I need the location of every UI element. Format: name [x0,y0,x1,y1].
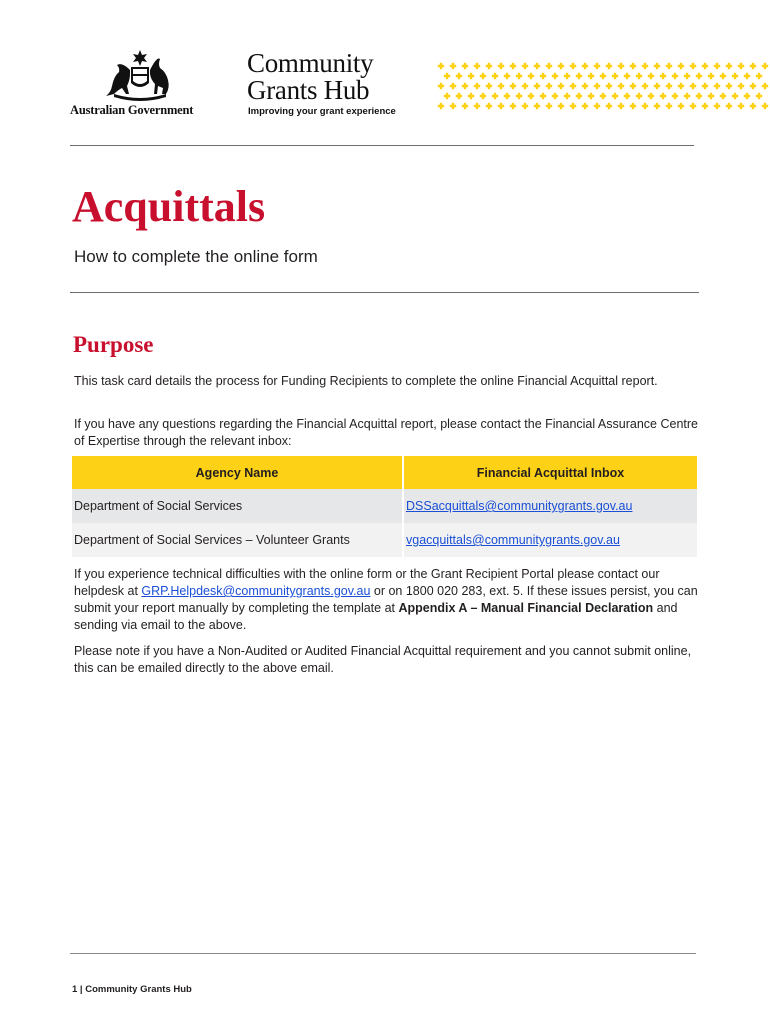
dot-mark [666,83,672,89]
para3-text-end: and sending via email to the above. [74,601,678,632]
page-title: Acquittals [72,182,266,231]
column-header-inbox: Financial Acquittal Inbox [403,456,697,489]
inbox-cell [403,523,697,557]
dot-mark [750,83,756,89]
dot-mark [672,93,678,99]
dot-mark [666,103,672,109]
dot-mark [498,63,504,69]
dot-mark [462,103,468,109]
dot-mark [720,73,726,79]
dot-mark [636,73,642,79]
dot-mark [582,103,588,109]
purpose-paragraph-1: This task card details the process for Funding Recipients to complete the online Financial Acquittal report. [74,374,658,388]
dot-mark [462,63,468,69]
para3-text-before-link: If you experience technical difficulties with the online form or the Grant Recipient Portal please contact our helpdesk at [74,567,660,598]
dot-mark [510,83,516,89]
dot-mark [450,103,456,109]
page-header [0,0,770,140]
dot-mark [516,73,522,79]
dot-mark [456,93,462,99]
dot-mark [756,93,762,99]
dot-mark [660,93,666,99]
dot-mark [606,83,612,89]
dot-mark [570,103,576,109]
title-divider [70,292,699,293]
dot-mark [540,73,546,79]
agency-name-cell: Department of Social Services – Volunteer Grants [72,523,403,557]
dot-mark [564,93,570,99]
appendix-reference: Appendix A – Manual Financial Declaration [398,601,654,615]
dot-mark [642,83,648,89]
dot-mark [438,83,444,89]
dot-mark [486,63,492,69]
dot-mark [492,73,498,79]
dot-mark [726,83,732,89]
dot-mark [558,83,564,89]
dot-mark [732,73,738,79]
dot-mark [450,63,456,69]
dot-mark [474,83,480,89]
purpose-paragraph-3 [74,566,699,634]
dot-mark [696,73,702,79]
brand-line-1: Community [247,48,374,78]
dot-mark [540,93,546,99]
dot-mark [576,93,582,99]
dot-mark [510,103,516,109]
dot-mark [618,83,624,89]
dot-mark [696,93,702,99]
brand-line-2: Grants Hub [247,75,370,105]
government-name: Australian Government [70,103,194,117]
dot-mark [582,83,588,89]
page-subtitle: How to complete the online form [74,247,318,266]
dot-mark [684,73,690,79]
purpose-paragraph-4: Please note if you have a Non-Audited or Audited Financial Acquittal requirement and you cannot submit online, this can be emailed directly to the above email. [74,644,692,675]
dot-mark [528,73,534,79]
dot-mark [618,63,624,69]
dot-mark [618,103,624,109]
dot-mark [498,103,504,109]
dot-mark [588,93,594,99]
dot-mark [486,83,492,89]
dot-mark [624,93,630,99]
dot-mark [546,63,552,69]
dot-mark [762,103,768,109]
dot-mark [654,63,660,69]
dot-mark [666,63,672,69]
dot-mark [600,73,606,79]
dot-mark [456,73,462,79]
dot-mark [570,83,576,89]
dot-mark [606,63,612,69]
dot-mark [606,103,612,109]
page-footer: 1 | Community Grants Hub [72,984,192,995]
dot-mark [642,103,648,109]
dot-mark [576,73,582,79]
agency-name-cell: Department of Social Services [72,489,403,523]
community-grants-hub-logo [247,49,432,119]
dot-mark [564,73,570,79]
dot-mark [762,63,768,69]
dot-mark [516,93,522,99]
dot-mark [756,73,762,79]
dot-mark [738,63,744,69]
dot-mark [474,63,480,69]
inbox-cell [403,489,697,523]
dot-mark [534,103,540,109]
dot-mark [552,73,558,79]
dot-mark [630,63,636,69]
dot-mark [714,63,720,69]
dot-mark [612,73,618,79]
dot-mark [504,93,510,99]
dot-mark [468,73,474,79]
dot-mark [678,103,684,109]
dot-mark [534,83,540,89]
dot-mark [558,63,564,69]
dot-mark [468,93,474,99]
dot-mark [660,73,666,79]
dot-mark [510,63,516,69]
column-header-agency: Agency Name [72,456,403,489]
dot-mark [702,83,708,89]
dot-mark [474,103,480,109]
australian-government-logo [70,50,220,120]
dot-mark [636,93,642,99]
dot-mark [690,83,696,89]
dot-mark [552,93,558,99]
dot-mark [444,93,450,99]
dot-mark [654,103,660,109]
dot-mark [690,103,696,109]
header-divider [70,145,694,146]
brand-tagline: Improving your grant experience [248,106,396,117]
dot-mark [570,63,576,69]
helpdesk-email-link[interactable]: GRP.Helpdesk@communitygrants.gov.au [141,584,371,598]
dot-mark [594,83,600,89]
dot-mark [726,63,732,69]
vg-inbox-link[interactable]: vgacquittals@communitygrants.gov.au [406,533,620,547]
dot-mark [612,93,618,99]
dot-mark [594,63,600,69]
para3-text-after-link: or on 1800 020 283, ext. 5. If these issues persist, you can submit your report manually by completing the template at [74,584,698,615]
dot-mark [714,83,720,89]
dot-mark [522,63,528,69]
dot-mark [720,93,726,99]
dss-inbox-link[interactable]: DSSacquittals@communitygrants.gov.au [406,499,633,513]
dot-mark [546,83,552,89]
dot-mark [708,73,714,79]
dot-mark [462,83,468,89]
dot-mark [648,93,654,99]
dot-mark [630,83,636,89]
dot-mark [690,63,696,69]
dot-mark [648,73,654,79]
dot-mark [534,63,540,69]
dot-mark [750,63,756,69]
dot-mark [672,73,678,79]
dot-mark [732,93,738,99]
dot-mark [600,93,606,99]
dot-mark [588,73,594,79]
dot-mark [702,63,708,69]
dot-mark [684,93,690,99]
dot-mark [558,103,564,109]
dot-mark [714,103,720,109]
coat-of-arms-icon [100,50,180,102]
dot-mark [762,83,768,89]
dot-mark [528,93,534,99]
dot-mark [708,93,714,99]
table-row [72,489,697,523]
dot-mark [678,63,684,69]
dot-mark [486,103,492,109]
dot-mark [498,83,504,89]
dot-mark [630,103,636,109]
dot-mark [522,103,528,109]
dot-mark [702,103,708,109]
footer-divider [70,953,696,954]
dot-mark [642,63,648,69]
table-row [72,523,697,557]
decorative-dot-pattern [436,62,770,110]
dot-mark [480,93,486,99]
dot-mark [480,73,486,79]
dot-mark [450,83,456,89]
dot-mark [504,73,510,79]
dot-mark [444,73,450,79]
dot-mark [744,93,750,99]
purpose-paragraph-2: If you have any questions regarding the Financial Acquittal report, please contact the Financial Assurance Centre of Expertise through the relevant inbox: [74,417,698,448]
table-header-row [72,456,697,489]
dot-mark [738,83,744,89]
dot-mark [546,103,552,109]
dot-mark [594,103,600,109]
dot-mark [582,63,588,69]
dot-mark [744,73,750,79]
dot-mark [750,103,756,109]
dot-mark [738,103,744,109]
dot-mark [678,83,684,89]
dot-mark [438,103,444,109]
inbox-table [72,456,697,557]
dot-mark [438,63,444,69]
dot-mark [624,73,630,79]
dot-mark [726,103,732,109]
purpose-heading: Purpose [73,332,154,357]
dot-mark [522,83,528,89]
dot-mark [492,93,498,99]
dot-mark [654,83,660,89]
